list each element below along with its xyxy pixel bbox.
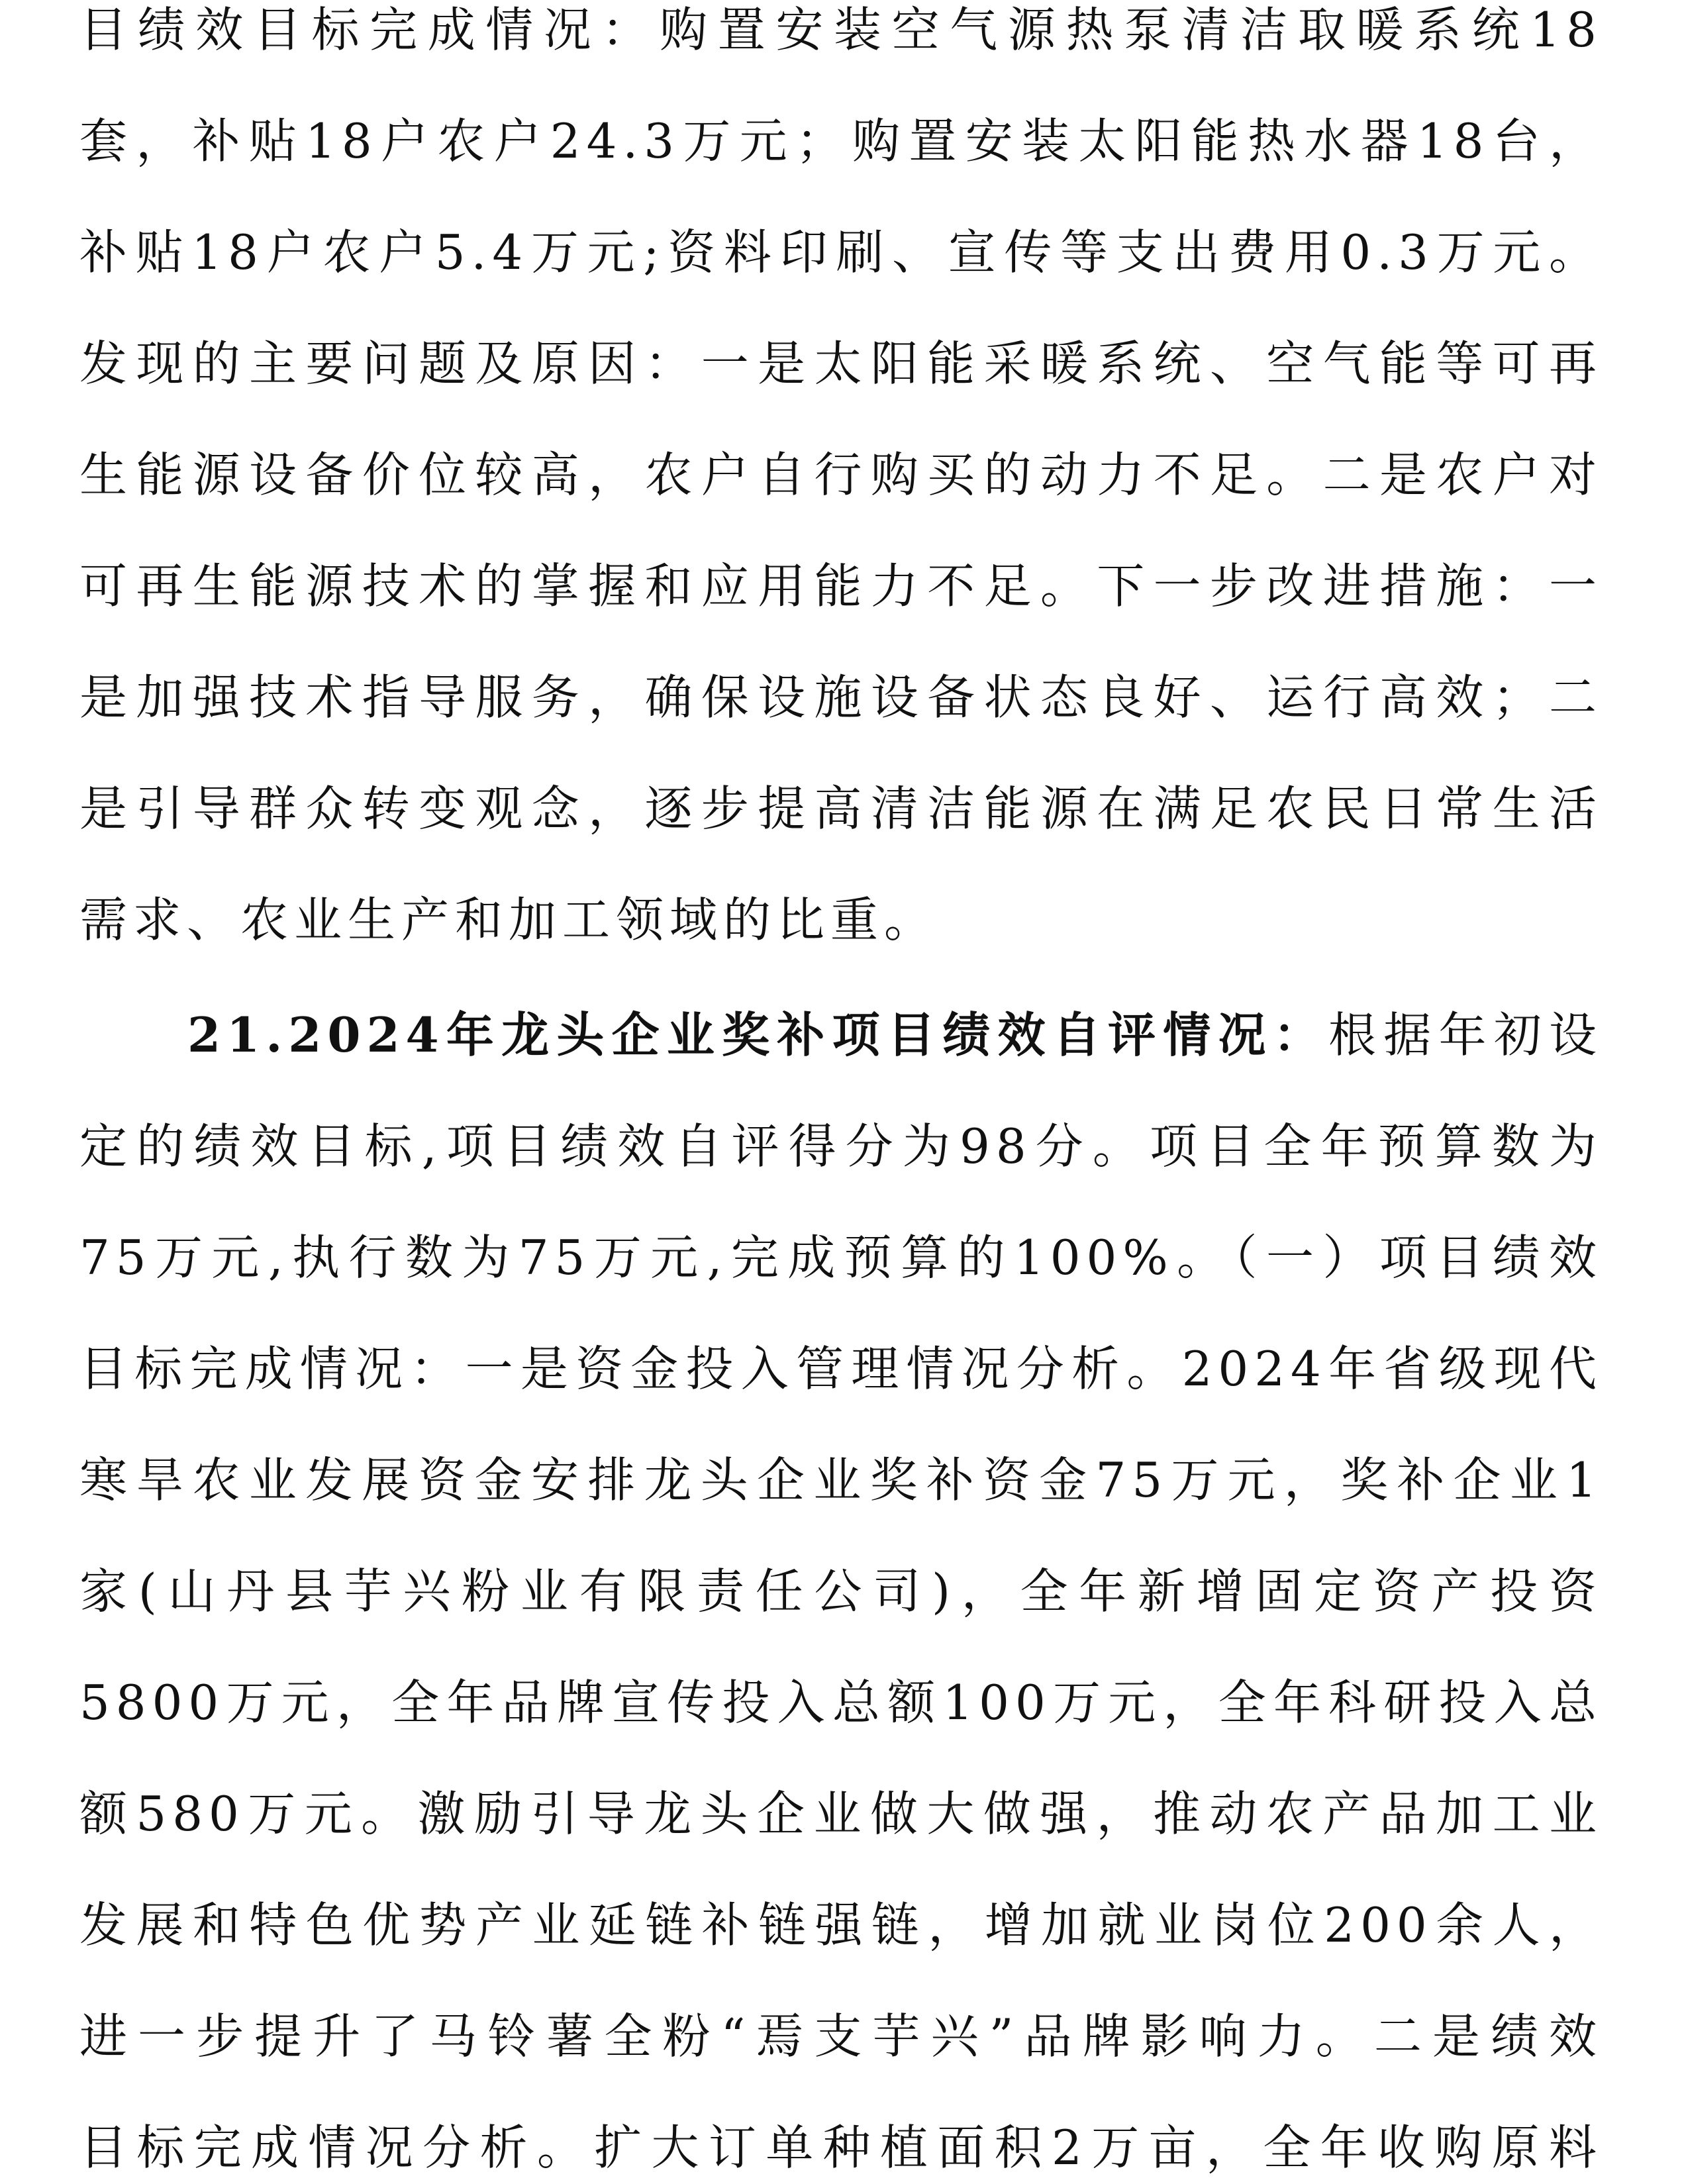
paragraph-line: 套，补贴18户农户24.3万元；购置安装太阳能热水器18台，	[79, 113, 1603, 169]
paragraph-line: 补贴18户农户5.4万元;资料印刷、宣传等支出费用0.3万元。	[79, 224, 1603, 280]
paragraph-line: 5800万元，全年品牌宣传投入总额100万元，全年科研投入总	[79, 1675, 1603, 1730]
section-21-heading: 21.2024年龙头企业奖补项目绩效自评情况：	[187, 1007, 1328, 1063]
paragraph-line: 寒旱农业发展资金安排龙头企业奖补资金75万元，奖补企业1	[79, 1452, 1603, 1508]
paragraph-line: 发展和特色优势产业延链补链强链，增加就业岗位200余人，	[79, 1897, 1603, 1953]
section-21-first-line-text: 根据年初设	[1328, 1007, 1603, 1063]
paragraph-line: 是加强技术指导服务，确保设施设备状态良好、运行高效；二	[79, 670, 1603, 725]
paragraph-line: 可再生能源技术的掌握和应用能力不足。下一步改进措施：一	[79, 558, 1603, 614]
paragraph-line: 额580万元。激励引导龙头企业做大做强，推动农产品加工业	[79, 1786, 1603, 1842]
paragraph-line: 目标完成情况：一是资金投入管理情况分析。2024年省级现代	[79, 1341, 1603, 1397]
paragraph-line: 进一步提升了马铃薯全粉“焉支芋兴”品牌影响力。二是绩效	[79, 2009, 1603, 2064]
paragraph-line: 生能源设备价位较高，农户自行购买的动力不足。二是农户对	[79, 447, 1603, 503]
paragraph-line: 定的绩效目标,项目绩效自评得分为98分。项目全年预算数为	[79, 1118, 1603, 1174]
section-21-first-line	[187, 999, 1603, 1071]
paragraph-line: 目标完成情况分析。扩大订单种植面积2万亩，全年收购原料	[79, 2120, 1603, 2175]
paragraph-line: 需求、农业生产和加工领域的比重。	[79, 892, 938, 948]
paragraph-line: 75万元,执行数为75万元,完成预算的100%。（一）项目绩效	[79, 1230, 1603, 1285]
paragraph-line: 家(山丹县芋兴粉业有限责任公司)，全年新增固定资产投资	[79, 1564, 1603, 1619]
paragraph-line: 目绩效目标完成情况：购置安装空气源热泵清洁取暖系统18	[79, 2, 1603, 58]
paragraph-line: 是引导群众转变观念，逐步提高清洁能源在满足农民日常生活	[79, 781, 1603, 836]
paragraph-line: 发现的主要问题及原因：一是太阳能采暖系统、空气能等可再	[79, 336, 1603, 391]
